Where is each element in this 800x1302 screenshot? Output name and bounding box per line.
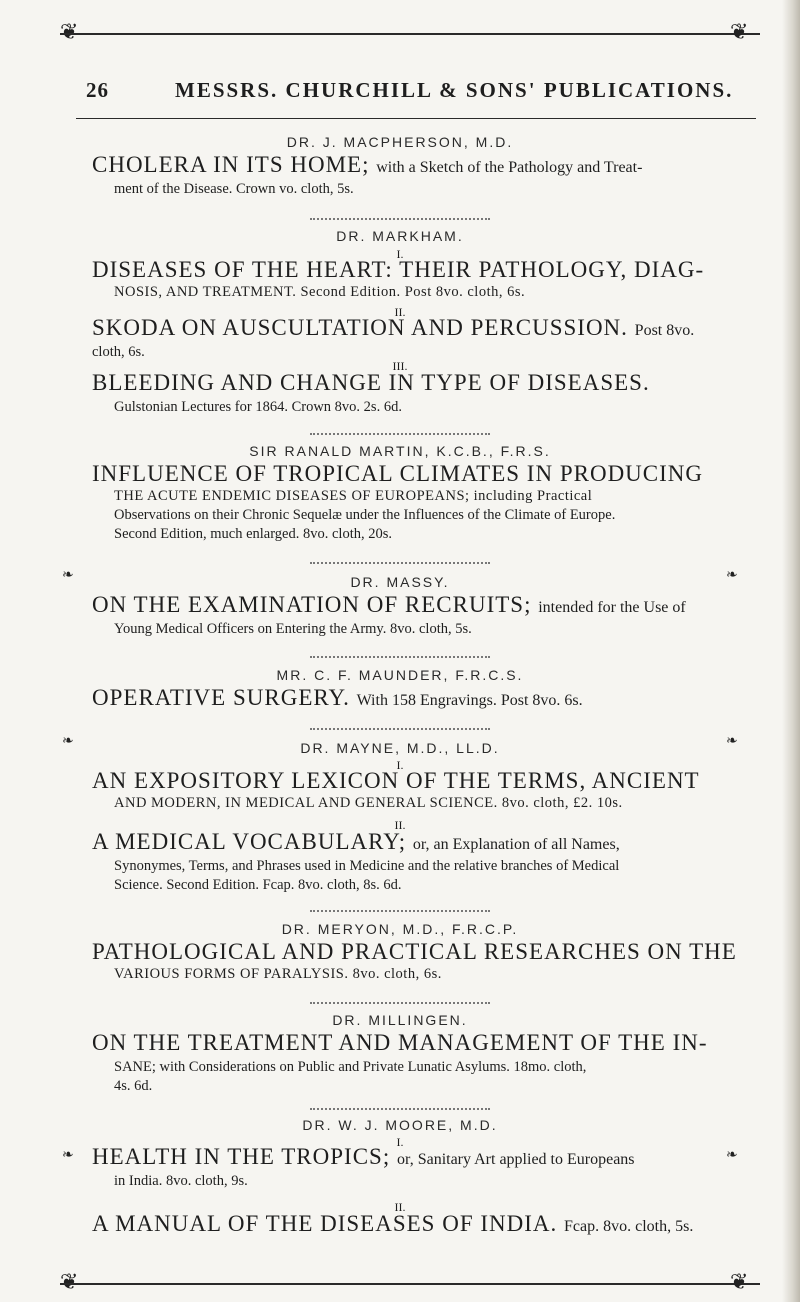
book-details: cloth, 6s.: [92, 344, 145, 361]
book-details: Second Edition, much enlarged. 8vo. cloth, 20s.: [114, 525, 393, 542]
book-details: in India. 8vo. cloth, 9s.: [114, 1173, 248, 1190]
header-rule: [76, 118, 756, 119]
wavy-divider: [0, 722, 800, 733]
book-details: SANE; with Considerations on Public and Private Lunatic Asylums. 18mo. cloth,: [114, 1059, 587, 1076]
book-title: HEALTH IN THE TROPICS;: [92, 1144, 391, 1169]
author-heading: DR. MASSY.: [350, 574, 450, 590]
book-title: ON THE TREATMENT AND MANAGEMENT OF THE IN-: [92, 1030, 708, 1055]
author-heading: DR. MERYON, M.D., F.R.C.P.: [281, 921, 519, 937]
book-details: ment of the Disease. Crown vo. cloth, 5s.: [114, 181, 354, 198]
book-title: OPERATIVE SURGERY.: [92, 685, 350, 710]
book-entry: [92, 1211, 752, 1237]
book-entry: [92, 257, 752, 302]
book-entry: [92, 152, 752, 199]
book-title-tail: With 158 Engravings. Post 8vo. 6s.: [356, 692, 583, 709]
book-details: VARIOUS FORMS OF PARALYSIS. 8vo. cloth, 6s.: [114, 966, 442, 983]
book-title-tail: or, an Explanation of all Names,: [412, 836, 620, 853]
author-heading: DR. J. MACPHERSON, M.D.: [286, 134, 514, 150]
author-heading: DR. MAYNE, M.D., LL.D.: [300, 740, 500, 756]
author-heading: DR. MARKHAM.: [336, 228, 464, 244]
book-title: SKODA ON AUSCULTATION AND PERCUSSION.: [92, 315, 628, 340]
book-entry: [92, 768, 752, 813]
work-numeral: II.: [394, 1200, 406, 1214]
book-title-tail: or, Sanitary Art applied to Europeans: [397, 1151, 635, 1168]
corner-ornament-icon: ❦: [730, 1270, 749, 1295]
wavy-divider: [0, 904, 800, 915]
side-ornament-icon: ❧: [62, 1147, 74, 1163]
side-ornament-icon: ❧: [726, 733, 738, 749]
page-number: 26: [86, 78, 109, 102]
wavy-divider: [0, 650, 800, 661]
work-numeral: I.: [396, 1135, 404, 1149]
work-numeral: I.: [396, 247, 404, 261]
book-details: NOSIS, AND TREATMENT. Second Edition. Post 8vo. cloth, 6s.: [114, 284, 526, 301]
book-entry: [92, 461, 752, 543]
book-title: ON THE EXAMINATION OF RECRUITS;: [92, 592, 532, 617]
top-rule: [60, 33, 760, 35]
side-ornament-icon: ❧: [62, 567, 74, 583]
wavy-divider: [0, 212, 800, 223]
book-details: THE ACUTE ENDEMIC DISEASES OF EUROPEANS; including Practical: [114, 488, 593, 505]
book-entry: [92, 315, 752, 362]
book-details: Observations on their Chronic Sequelæ under the Influences of the Climate of Europe.: [114, 506, 616, 523]
book-title: A MEDICAL VOCABULARY;: [92, 829, 407, 854]
book-entry: [92, 829, 752, 895]
work-numeral: II.: [394, 818, 406, 832]
author-heading: DR. W. J. MOORE, M.D.: [302, 1117, 498, 1133]
author-heading: MR. C. F. MAUNDER, F.R.C.S.: [276, 667, 524, 683]
work-numeral: III.: [392, 359, 408, 373]
author-heading: DR. MILLINGEN.: [332, 1012, 468, 1028]
book-title: BLEEDING AND CHANGE IN TYPE OF DISEASES.: [92, 370, 650, 395]
bottom-rule: [60, 1283, 760, 1285]
side-ornament-icon: ❧: [726, 1147, 738, 1163]
side-ornament-icon: ❧: [62, 733, 74, 749]
wavy-divider: [0, 556, 800, 567]
book-title: PATHOLOGICAL AND PRACTICAL RESEARCHES ON THE: [92, 939, 737, 964]
book-title: INFLUENCE OF TROPICAL CLIMATES IN PRODUCING: [92, 461, 704, 486]
corner-ornament-icon: ❦: [730, 20, 749, 45]
book-title: A MANUAL OF THE DISEASES OF INDIA.: [92, 1211, 558, 1236]
book-title: DISEASES OF THE HEART: THEIR PATHOLOGY, DIAG-: [92, 257, 705, 282]
book-title-tail: intended for the Use of: [538, 599, 686, 616]
book-details: AND MODERN, IN MEDICAL AND GENERAL SCIENCE. 8vo. cloth, £2. 10s.: [114, 795, 623, 812]
wavy-divider: [0, 996, 800, 1007]
wavy-divider: [0, 1102, 800, 1113]
book-details: Gulstonian Lectures for 1864. Crown 8vo. 2s. 6d.: [114, 399, 402, 416]
book-title: CHOLERA IN ITS HOME;: [92, 152, 370, 177]
book-entry: [92, 1030, 752, 1096]
book-entry: [92, 592, 752, 639]
book-details: Synonymes, Terms, and Phrases used in Medicine and the relative branches of Medical: [114, 858, 620, 875]
book-title-tail: Fcap. 8vo. cloth, 5s.: [564, 1218, 694, 1235]
book-title-tail: with a Sketch of the Pathology and Treat-: [376, 159, 643, 176]
running-header: MESSRS. CHURCHILL & SONS' PUBLICATIONS.: [175, 78, 734, 102]
book-details: 4s. 6d.: [114, 1077, 153, 1094]
book-title-tail: Post 8vo.: [634, 322, 695, 339]
side-ornament-icon: ❧: [726, 567, 738, 583]
wavy-divider: [0, 427, 800, 438]
book-details: Young Medical Officers on Entering the Army. 8vo. cloth, 5s.: [114, 621, 472, 638]
book-details: Science. Second Edition. Fcap. 8vo. cloth, 8s. 6d.: [114, 876, 402, 893]
book-entry: [92, 370, 752, 417]
book-entry: [92, 1144, 752, 1191]
book-entry: [92, 939, 752, 984]
book-title: AN EXPOSITORY LEXICON OF THE TERMS, ANCIENT: [92, 768, 700, 793]
book-entry: [92, 685, 752, 711]
author-heading: SIR RANALD MARTIN, K.C.B., F.R.S.: [249, 443, 551, 459]
work-numeral: II.: [394, 305, 406, 319]
work-numeral: I.: [396, 758, 404, 772]
